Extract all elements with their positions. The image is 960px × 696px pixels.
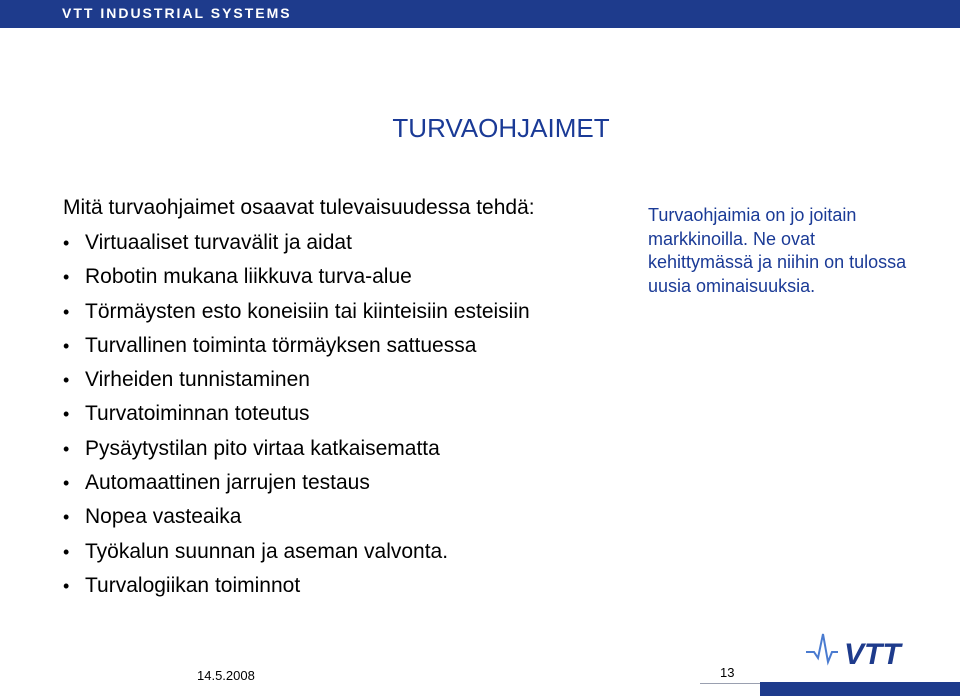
list-item [63, 505, 530, 539]
bullet-icon: • [63, 301, 70, 322]
bullet-list [63, 231, 530, 608]
intro-text: Mitä turvaohjaimet osaavat tulevaisuudessa tehdä: [63, 196, 535, 219]
list-item [63, 231, 530, 265]
bullet-icon: • [63, 507, 70, 528]
bullet-text: Robotin mukana liikkuva turva-alue [85, 265, 412, 289]
list-item [63, 402, 530, 436]
header-bar [0, 0, 960, 28]
bullet-icon: • [63, 370, 70, 391]
side-note: Turvaohjaimia on jo joitain markkinoilla. Ne ovat kehittymässä ja niihin on tulossa uusia ominaisuuksia. [648, 205, 907, 296]
list-item [63, 471, 530, 505]
logo-text: VTT [844, 638, 901, 670]
bullet-text: Virheiden tunnistaminen [85, 368, 310, 392]
list-item [63, 368, 530, 402]
footer-bar [760, 682, 960, 696]
page-number: 13 [720, 665, 735, 680]
list-item [63, 334, 530, 368]
bullet-text: Pysäytystilan pito virtaa katkaisematta [85, 436, 440, 460]
list-item [63, 540, 530, 574]
bullet-text: Virtuaaliset turvavälit ja aidat [85, 231, 352, 254]
bullet-text: Turvallinen toiminta törmäyksen sattuessa [85, 333, 477, 357]
bullet-text: Työkalun suunnan ja aseman valvonta. [85, 539, 449, 563]
bullet-icon: • [63, 575, 70, 596]
list-item [63, 265, 530, 299]
bullet-text: Törmäysten esto koneisiin tai kiinteisiin esteisiin [85, 299, 530, 323]
list-item [63, 437, 530, 471]
bullet-icon: • [63, 438, 70, 459]
vtt-logo [804, 628, 908, 670]
slide-title: TURVAOHJAIMET [392, 113, 610, 143]
bullet-icon: • [63, 233, 70, 253]
bullet-text: Turvatoiminnan toteutus [85, 402, 310, 426]
bullet-icon: • [63, 404, 70, 425]
bullet-text: Nopea vasteaika [85, 505, 242, 529]
bullet-icon: • [63, 541, 70, 562]
bullet-icon: • [63, 267, 70, 288]
list-item [63, 574, 530, 608]
footer-divider [700, 683, 760, 684]
bullet-icon: • [63, 335, 70, 356]
bullet-text: Turvalogiikan toiminnot [85, 573, 301, 597]
bullet-icon: • [63, 473, 70, 494]
list-item [63, 300, 530, 334]
header-brand: VTT INDUSTRIAL SYSTEMS [62, 5, 292, 21]
bullet-text: Automaattinen jarrujen testaus [85, 471, 370, 495]
footer-date: 14.5.2008 [197, 668, 255, 683]
